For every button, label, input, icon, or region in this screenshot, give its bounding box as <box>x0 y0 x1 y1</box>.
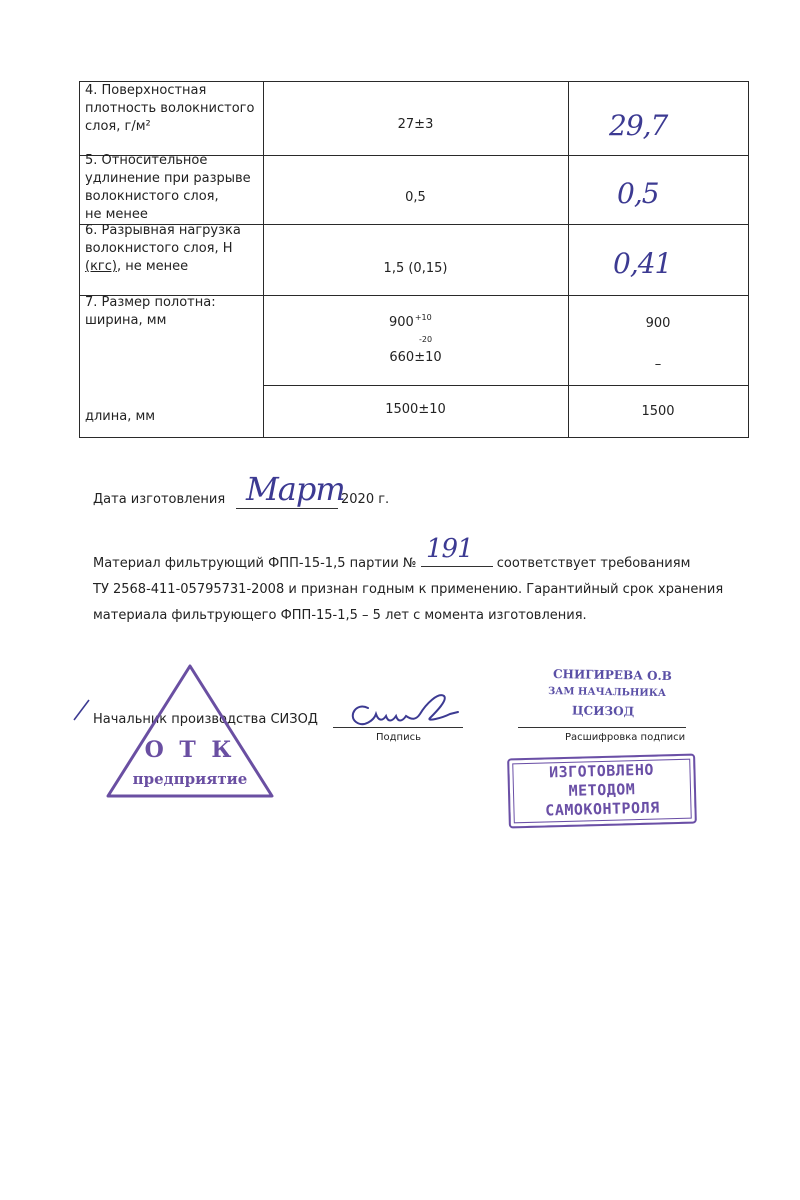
table-row <box>85 294 216 330</box>
conformance-line-3: материала фильтрующего ФПП-15-1,5 – 5 лет с момента изготовления. <box>93 608 587 623</box>
row-label-line <box>85 258 241 276</box>
table-line-bottom <box>79 437 749 438</box>
norm-value: 27±3 <box>397 117 434 132</box>
tolerance-upper: +10 <box>414 313 432 322</box>
row-label-line: 7. Размер полотна: <box>85 295 216 310</box>
name-stamp-line: СНИГИРЕВА О.В <box>552 666 673 684</box>
norm-alt-value: 660±10 <box>389 350 442 365</box>
conformance-line-1 <box>93 556 690 572</box>
row-label-line: удлинение при разрыве <box>85 171 251 186</box>
row-label-line: слоя, г/м² <box>85 119 151 134</box>
handwritten-fact: 0,5 <box>617 177 659 210</box>
self-control-stamp-line: ИЗГОТОВЛЕНО <box>548 760 655 782</box>
table-row <box>85 152 251 224</box>
name-stamp-line: ЦСИЗОД <box>571 703 635 719</box>
table-line-size-split <box>263 385 749 386</box>
decode-line <box>518 727 686 728</box>
row-label-rest: , не менее <box>116 259 189 274</box>
properties-table <box>79 81 749 438</box>
self-control-stamp <box>507 754 697 829</box>
row-label-line: 5. Относительное <box>85 153 208 168</box>
table-border-left <box>79 81 80 438</box>
table-row <box>85 222 241 276</box>
conformance-text-a: Материал фильтрующий ФПП-15-1,5 партии № <box>93 556 417 571</box>
date-blank-line <box>236 508 338 509</box>
batch-blank <box>421 566 493 567</box>
row-label-line: 6. Разрывная нагрузка <box>85 223 241 238</box>
row-label-line: не менее <box>85 207 148 222</box>
handwritten-batch-number: 191 <box>426 534 473 564</box>
fact-alt: – <box>654 357 662 372</box>
handwritten-fact: 0,41 <box>613 247 672 280</box>
handwritten-fact: 29,7 <box>609 109 668 142</box>
conformance-line-2: ТУ 2568-411-05795731-2008 и признан годным к применению. Гарантийный срок хранения <box>93 582 724 597</box>
table-row <box>85 408 155 426</box>
norm-value: 1,5 (0,15) <box>383 261 448 276</box>
fact-width: 900 <box>645 316 671 331</box>
production-date-label: Дата изготовления <box>93 492 226 507</box>
otk-stamp-title: О Т К <box>144 737 236 763</box>
row-label-line: 4. Поверхностная <box>85 83 207 98</box>
position-title: Начальник производства СИЗОД <box>93 712 318 727</box>
row-label-line: плотность волокнистого <box>85 101 255 116</box>
production-year: 2020 г. <box>341 492 390 507</box>
signature-scribble-icon <box>346 690 462 734</box>
norm-width-value: 900 <box>389 315 414 330</box>
row-label-line: длина, мм <box>85 409 156 424</box>
row-label-line: ширина, мм <box>85 313 167 328</box>
fact-value: 1500 <box>641 404 675 419</box>
decode-caption: Расшифровка подписи <box>565 732 686 743</box>
self-control-stamp-line: САМОКОНТРОЛЯ <box>545 798 660 820</box>
self-control-stamp-line: МЕТОДОМ <box>568 780 636 800</box>
table-row <box>85 82 254 136</box>
name-stamp-line: ЗАМ НАЧАЛЬНИКА <box>547 685 667 700</box>
signature-caption: Подпись <box>376 732 421 743</box>
norm-value: 1500±10 <box>385 402 446 417</box>
kgs-unit: (кгс) <box>85 259 117 274</box>
norm-width <box>389 315 432 332</box>
otk-stamp-subtitle: предприятие <box>132 770 248 788</box>
norm-value: 0,5 <box>405 190 426 205</box>
row-label-line: волокнистого слоя, <box>85 189 219 204</box>
handwritten-month: Март <box>246 470 345 508</box>
row-label-line: волокнистого слоя, Н <box>85 241 233 256</box>
tolerance-lower: -20 <box>419 335 433 344</box>
conformance-text-b: соответствует требованиям <box>496 556 691 571</box>
check-mark-icon <box>72 698 92 722</box>
